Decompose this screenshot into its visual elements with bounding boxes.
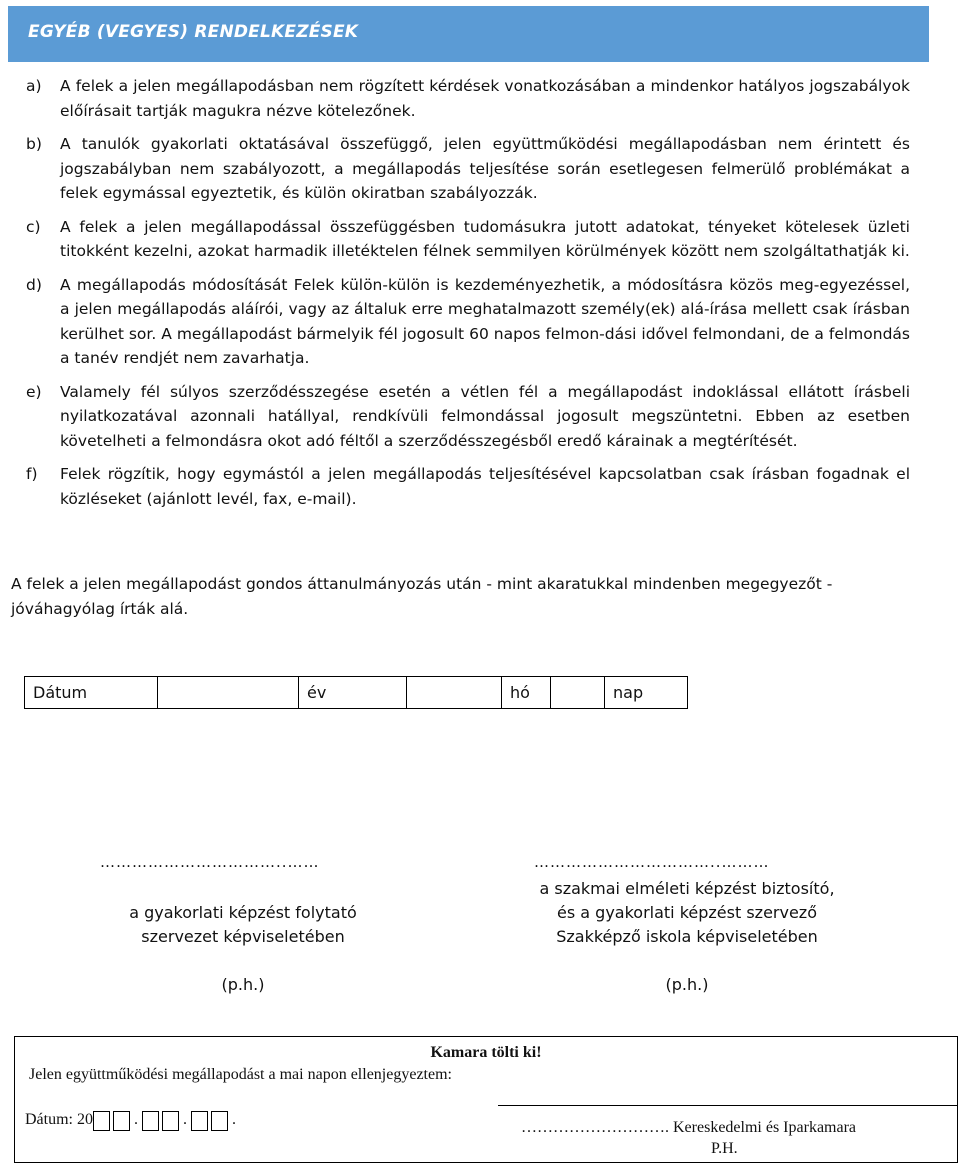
date-separator: . xyxy=(232,1111,236,1128)
clause-a xyxy=(26,74,910,123)
clause-label: e) xyxy=(26,382,42,401)
chamber-date xyxy=(25,1109,240,1129)
right-caption-line: Szakképző iskola képviseletében xyxy=(556,927,818,946)
clause-c xyxy=(26,215,910,264)
day-digit-box[interactable] xyxy=(191,1111,208,1131)
date-table xyxy=(24,676,688,709)
date-month-field[interactable] xyxy=(407,677,502,709)
right-stamp-label: (p.h.) xyxy=(665,975,709,994)
clause-label: f) xyxy=(26,465,38,483)
section-title: EGYÉB (VEGYES) RENDELKEZÉSEK xyxy=(28,22,359,42)
clause-text: A felek a jelen megállapodással összefüggésben tudomásukra jutott adatokat, tényeket kötelesek üzleti titokként kezelni, azokat harmadik illetéktelen félnek semmilyen körülmények között nem szolgáltathatják ki. xyxy=(60,217,910,260)
right-caption-line: a szakmai elméleti képzést biztosító, xyxy=(539,879,835,898)
chamber-signature-line xyxy=(498,1105,958,1106)
clause-e xyxy=(26,380,910,454)
year-digit-box[interactable] xyxy=(113,1111,130,1131)
clause-label: d) xyxy=(26,275,42,294)
clause-text: A tanulók gyakorlati oktatásával összefüggő, jelen együttműködési megállapodásban nem érintett és jogszabályban nem szabályozott, a megállapodás teljesítése során esetlegesen felmerülő problémákat a felek egymással egyeztetik, és külön okiratban szabályozzák. xyxy=(60,135,910,202)
month-digit-box[interactable] xyxy=(162,1111,179,1131)
year-digit-box[interactable] xyxy=(93,1111,110,1131)
clause-d xyxy=(26,273,910,371)
chamber-org-label: ………………………. Kereskedelmi és Iparkamara xyxy=(521,1119,857,1136)
chamber-stamp-label: P.H. xyxy=(711,1140,738,1157)
left-signature-caption xyxy=(43,901,443,949)
left-caption-line: a gyakorlati képzést folytató xyxy=(129,903,357,922)
date-day-field[interactable] xyxy=(551,677,605,709)
left-caption-line: szervezet képviseletében xyxy=(141,927,345,946)
clause-text: A megállapodás módosítását Felek külön-külön is kezdeményezhetik, a módosításra közös meg-egyezéssel, a jelen megállapodás aláírói, vagy az általuk erre meghatalmazott személy(ek) alá-írása mellett csak írásban kerülhet sor. A megállapodást bármelyik fél jogosult 60 napos felmon-dási idővel felmondani, de a felmondás a tanév rendjét nem zavarhatja. xyxy=(60,275,910,367)
chamber-countersign-text: Jelen együttműködési megállapodást a mai napon ellenjegyeztem: xyxy=(29,1066,452,1083)
day-digit-box[interactable] xyxy=(211,1111,228,1131)
right-caption-line: és a gyakorlati képzést szervező xyxy=(557,903,817,922)
day-label-cell: nap xyxy=(605,677,688,709)
date-label-cell: Dátum xyxy=(25,677,158,709)
clause-text: Valamely fél súlyos szerződésszegése esetén a vétlen fél a megállapodást indoklással ellátott írásbeli nyilatkozatával azonnali hatállyal, rendkívüli felmondással jogosult megszüntetni. Ebben az esetben követelheti a felmondásra okot adó féltől a szerződésszegésből eredő kárainak a megtérítését. xyxy=(60,382,910,450)
clause-label: c) xyxy=(26,217,41,236)
date-separator: . xyxy=(183,1111,187,1128)
clause-text: Felek rögzítik, hogy egymástól a jelen megállapodás teljesítésével kapcsolatban csak írásban fogadnak el közléseket (ajánlott levél, fax, e-mail). xyxy=(60,465,910,508)
date-year-field[interactable] xyxy=(158,677,299,709)
clause-label: a) xyxy=(26,77,42,95)
chamber-date-label: Dátum: 20 xyxy=(25,1111,93,1128)
left-stamp-label: (p.h.) xyxy=(221,975,265,994)
clause-list xyxy=(26,74,910,520)
clause-f xyxy=(26,462,910,511)
clause-b xyxy=(26,132,910,206)
chamber-box xyxy=(14,1036,958,1163)
clause-text: A felek a jelen megállapodásban nem rögzített kérdések vonatkozásában a mindenkor hatályos jogszabályok előírásait tartják magukra nézve kötelezőnek. xyxy=(60,77,910,120)
month-digit-box[interactable] xyxy=(142,1111,159,1131)
right-signature-line: ……………………………..……… xyxy=(534,853,770,871)
closing-statement: A felek a jelen megállapodást gondos áttanulmányozás után - mint akaratukkal mindenben megegyezőt - jóváhagyólag írták alá. xyxy=(11,575,833,618)
date-separator: . xyxy=(134,1111,138,1128)
left-signature-line: ……………………………..…… xyxy=(100,853,320,871)
section-header xyxy=(8,6,929,62)
year-label-cell: év xyxy=(299,677,407,709)
right-signature-caption xyxy=(487,877,887,949)
month-label-cell: hó xyxy=(502,677,551,709)
chamber-box-title: Kamara tölti ki! xyxy=(430,1044,542,1061)
clause-label: b) xyxy=(26,135,42,153)
